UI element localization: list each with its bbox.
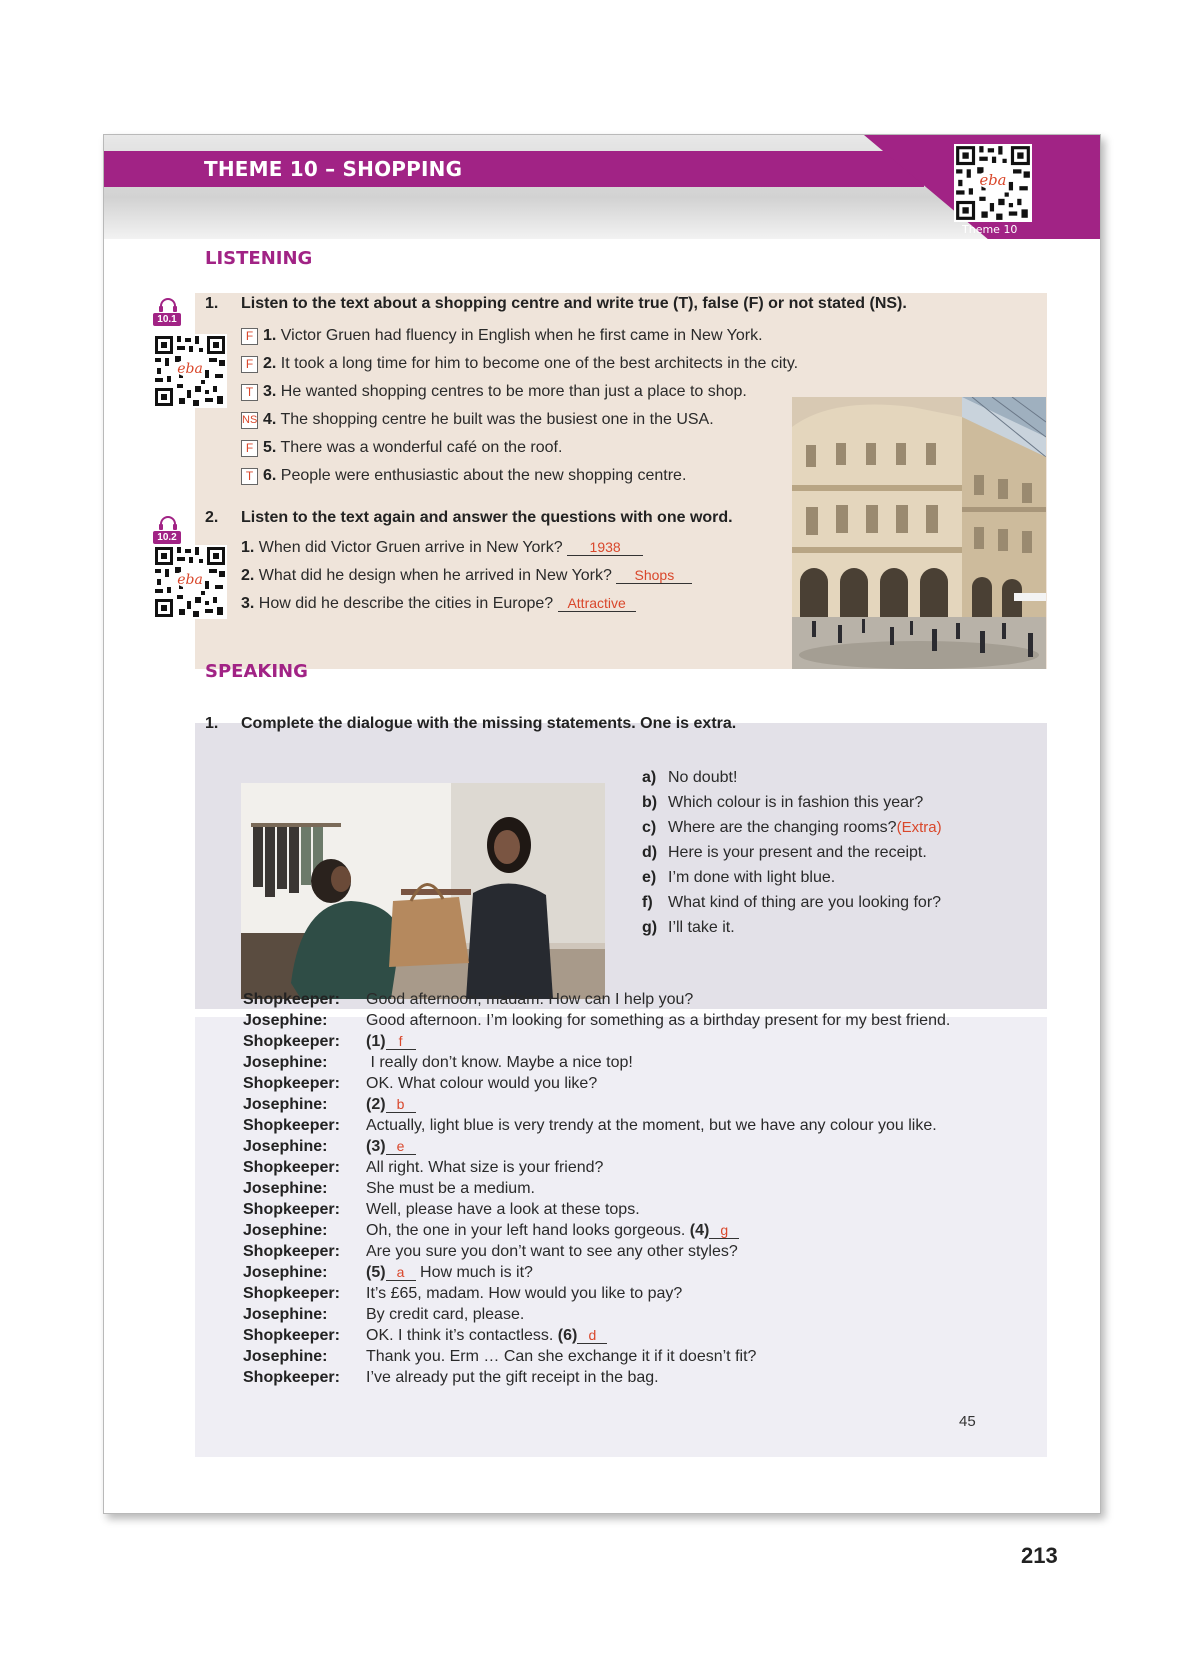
eba-logo: eba bbox=[979, 172, 1007, 190]
answer-blank[interactable]: g bbox=[709, 1222, 739, 1239]
answer-blank[interactable]: e bbox=[386, 1138, 416, 1155]
headphones-icon bbox=[153, 515, 183, 531]
list-item: 4. The shopping centre he built was the busiest one in the USA. bbox=[263, 411, 714, 428]
list-item: 6. People were enthusiastic about the new shopping centre. bbox=[263, 467, 687, 484]
answer-blank[interactable]: a bbox=[386, 1264, 416, 1281]
dialogue-line: Josephine: (2) b bbox=[243, 1096, 416, 1114]
dialogue-line: Shopkeeper: Actually, light blue is very trendy at the moment, but we have any colour you like. bbox=[243, 1117, 937, 1134]
option-item: a) No doubt! bbox=[642, 769, 738, 786]
dialogue-line: Shopkeeper: Good afternoon, madam. How can I help you? bbox=[243, 991, 694, 1008]
question-instruction: Listen to the text about a shopping centre and write true (T), false (F) or not stated (NS). bbox=[241, 295, 907, 312]
dialogue-line: Josephine: (5) a How much is it? bbox=[243, 1264, 533, 1281]
list-item: 2. It took a long time for him to become one of the best architects in the city. bbox=[263, 355, 799, 372]
theme-qr-code[interactable] bbox=[954, 144, 1032, 222]
dialogue-line: Josephine: Oh, the one in your left hand looks gorgeous. (4) g bbox=[243, 1222, 739, 1240]
dialogue-line: Josephine: She must be a medium. bbox=[243, 1180, 535, 1197]
list-item: 5. There was a wonderful café on the roof. bbox=[263, 439, 563, 456]
dialogue-line: Josephine: Thank you. Erm … Can she exchange it if it doesn’t fit? bbox=[243, 1348, 757, 1365]
outer-page-number: 213 bbox=[1021, 1543, 1058, 1568]
headphones-icon bbox=[153, 297, 183, 313]
eba-logo: eba bbox=[177, 572, 203, 588]
audio-tag: 10.2 bbox=[153, 531, 181, 544]
dialogue-line: Shopkeeper: Well, please have a look at these tops. bbox=[243, 1201, 640, 1218]
list-item: 3. How did he describe the cities in Europe? Attractive bbox=[241, 595, 636, 613]
dialogue-line: Shopkeeper: I’ve already put the gift receipt in the bag. bbox=[243, 1369, 659, 1386]
list-item: 1. When did Victor Gruen arrive in New York? 1938 bbox=[241, 539, 643, 557]
audio-track-10-1[interactable] bbox=[153, 297, 183, 326]
dialogue-line: Shopkeeper: (1) f bbox=[243, 1033, 416, 1051]
question-instruction: Complete the dialogue with the missing statements. One is extra. bbox=[241, 715, 737, 732]
page-title: THEME 10 – SHOPPING bbox=[204, 157, 463, 181]
answer-box[interactable]: T bbox=[241, 468, 258, 485]
qr-label: Theme 10 bbox=[962, 223, 1018, 236]
answer-box[interactable]: F bbox=[241, 356, 258, 373]
dialogue-line: Josephine: I really don’t know. Maybe a nice top! bbox=[243, 1054, 633, 1071]
answer-blank[interactable]: Shops bbox=[616, 567, 692, 584]
question-number: 2. bbox=[205, 509, 219, 526]
inner-page-number: 45 bbox=[959, 1413, 976, 1430]
answer-blank[interactable]: 1938 bbox=[567, 539, 643, 556]
dialogue-line: Shopkeeper: Are you sure you don’t want to see any other styles? bbox=[243, 1243, 738, 1260]
answer-box[interactable]: F bbox=[241, 328, 258, 345]
dialogue-line: Josephine: (3) e bbox=[243, 1138, 416, 1156]
answer-blank[interactable]: d bbox=[577, 1327, 607, 1344]
answer-blank[interactable]: f bbox=[386, 1033, 416, 1050]
textbook-page bbox=[103, 134, 1101, 1514]
question-number: 1. bbox=[205, 715, 219, 732]
dialogue-line: Shopkeeper: All right. What size is your friend? bbox=[243, 1159, 604, 1176]
option-item: c) Where are the changing rooms?(Extra) bbox=[642, 819, 942, 836]
listening-heading: LISTENING bbox=[205, 248, 313, 269]
dialogue-line: Shopkeeper: OK. I think it’s contactless. (6) d bbox=[243, 1327, 607, 1345]
list-item: 2. What did he design when he arrived in New York? Shops bbox=[241, 567, 692, 585]
answer-blank[interactable]: Attractive bbox=[558, 595, 636, 612]
dialogue-line: Shopkeeper: OK. What colour would you like? bbox=[243, 1075, 598, 1092]
eba-logo: eba bbox=[177, 361, 203, 377]
option-item: b) Which colour is in fashion this year? bbox=[642, 794, 924, 811]
option-item: g) I’ll take it. bbox=[642, 919, 735, 936]
dialogue-line: Josephine: By credit card, please. bbox=[243, 1306, 525, 1323]
list-item: 3. He wanted shopping centres to be more than just a place to shop. bbox=[263, 383, 747, 400]
question-number: 1. bbox=[205, 295, 219, 312]
list-item: 1. Victor Gruen had fluency in English when he first came in New York. bbox=[263, 327, 763, 344]
answer-box[interactable]: F bbox=[241, 440, 258, 457]
option-item: d) Here is your present and the receipt. bbox=[642, 844, 927, 861]
qr-code-10-1[interactable] bbox=[153, 334, 227, 408]
dialogue-line: Josephine: Good afternoon. I’m looking for something as a birthday present for my best friend. bbox=[243, 1012, 951, 1029]
answer-blank[interactable]: b bbox=[386, 1096, 416, 1113]
galleria-photo bbox=[792, 397, 1046, 669]
shop-photo bbox=[241, 783, 605, 999]
answer-box[interactable]: T bbox=[241, 384, 258, 401]
dialogue-line: Shopkeeper: It’s £65, madam. How would you like to pay? bbox=[243, 1285, 683, 1302]
option-item: e) I’m done with light blue. bbox=[642, 869, 836, 886]
answer-box[interactable]: NS bbox=[241, 412, 258, 429]
qr-code-10-2[interactable] bbox=[153, 545, 227, 619]
audio-track-10-2[interactable] bbox=[153, 515, 183, 544]
speaking-heading: SPEAKING bbox=[205, 661, 308, 682]
extra-note: (Extra) bbox=[896, 819, 942, 836]
option-item: f) What kind of thing are you looking for? bbox=[642, 894, 942, 911]
question-instruction: Listen to the text again and answer the questions with one word. bbox=[241, 509, 733, 526]
audio-tag: 10.1 bbox=[153, 313, 181, 326]
